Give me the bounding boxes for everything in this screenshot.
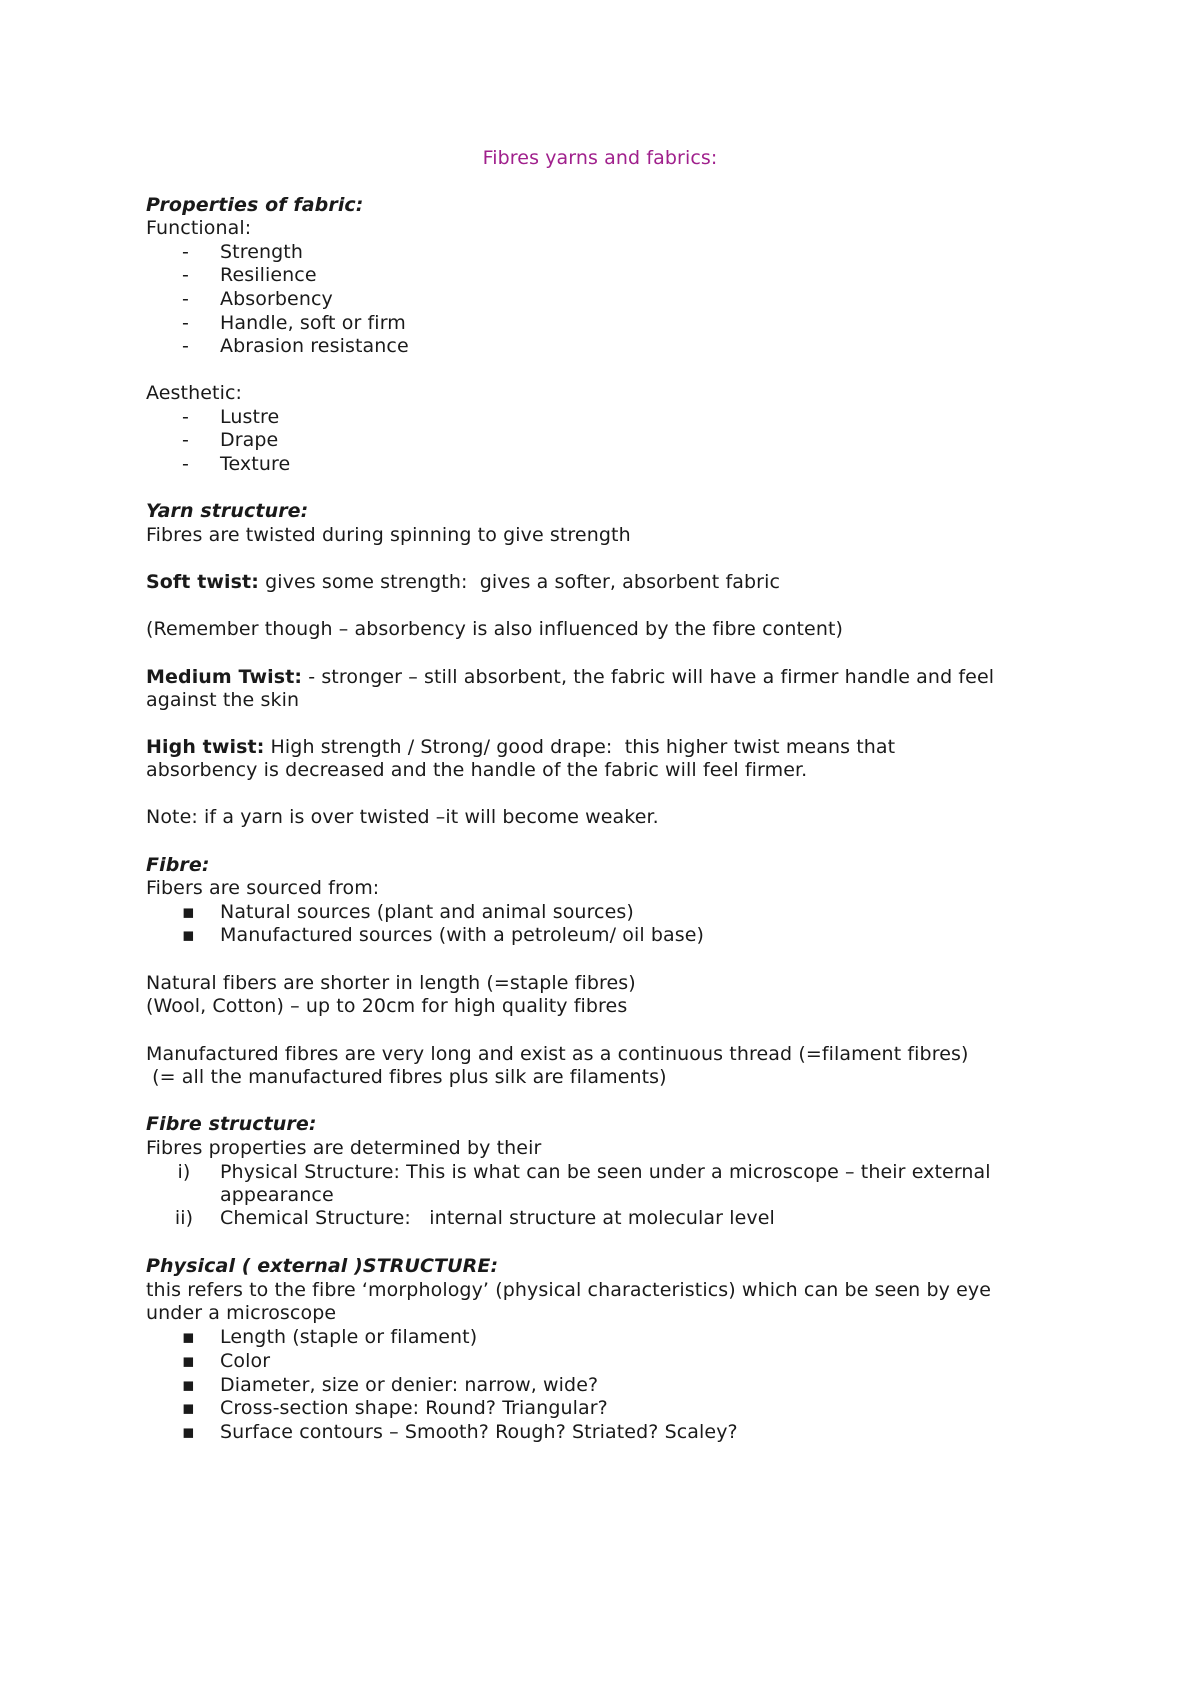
dash-marker: - [182, 335, 189, 357]
document-page: Fibres yarns and fabrics: Properties of fabric: Functional: - Strength - Resilience - Absorbency - Handle, soft or firm - Abrasion resistance Aesthetic: - Lustre - Drape - Texture Yarn structure: Fibres are twisted during spinning to give strength Soft twist: gives some strength: gives a softer, absorbent fabric (Remember though – absorbency is also influenced by the fibre content) Medium Twist: - stronger – still absorbent, the fabric will have a firmer handle and feel against the skin High twist: High strength / Strong/ good drape: this higher twist means that absorbency is decreased and the handle of the fabric will feel firmer. Note: if a yarn is over twisted –it will become weaker. Fibre: Fibers are sourced from: ▪ Natural sources (plant and animal sources) ▪ Manufactured sources (with a petroleum/ oil base) Natural fibers are shorter in length (=staple fibres) (Wool, Cotton) – up to 20cm for high quality fibres Manufactured fibres are very long and exist as a continuous thread (=filament fibres) (= all the manufactured fibres plus silk are filaments) Fibre structure: Fibres properties are determined by their i) Physical Structure: This is what can be seen under a microscope – their external appearance ii) Chemical Structure: internal structure at molecular level Physical ( external )STRUCTURE: this refers to the fibre ‘morphology’ (physical characteristics) which can be seen by eye under a microscope ▪ Length (staple or filament) ▪ Color ▪ Diameter, size or denier: narrow, wide? ▪ Cross-section shape: Round? Triangular? ▪ Surface contours – Smooth? Rough? Striated? Scaley? [0, 0, 1200, 1696]
square-bullet-icon: ▪ [182, 1397, 195, 1419]
square-bullet-icon: ▪ [182, 1421, 195, 1443]
square-bullet-icon: ▪ [182, 1326, 195, 1348]
roman-numeral: ii) [174, 1207, 194, 1229]
square-bullet-icon: ▪ [182, 1374, 195, 1396]
dash-marker: - [182, 241, 189, 263]
square-bullet-icon: ▪ [182, 1350, 195, 1372]
dash-marker: - [182, 312, 189, 334]
properties-heading: Properties of fabric: [146, 194, 364, 216]
dash-marker: - [182, 453, 189, 475]
natural-fibers-line: Natural fibers are shorter in length (=staple fibres) [146, 972, 636, 994]
fibre-structure-intro: Fibres properties are determined by their [146, 1137, 542, 1159]
yarn-heading: Yarn structure: [146, 500, 309, 522]
dash-marker: - [182, 406, 189, 428]
physical-intro: this refers to the fibre ‘morphology’ (physical characteristics) which can be seen by eye [146, 1279, 992, 1301]
high-twist-paragraph: High twist: High strength / Strong/ good drape: this higher twist means that [146, 736, 896, 758]
dash-marker: - [182, 429, 189, 451]
aesthetic-label: Aesthetic: [146, 382, 243, 404]
yarn-intro: Fibres are twisted during spinning to give strength [146, 524, 631, 546]
physical-structure-heading: Physical ( external )STRUCTURE: [146, 1255, 499, 1277]
square-bullet-icon: ▪ [182, 924, 195, 946]
high-twist-continuation: absorbency is decreased and the handle of the fabric will feel firmer. [146, 759, 808, 781]
medium-twist-continuation: against the skin [146, 689, 300, 711]
high-twist-label: High twist: [146, 736, 265, 758]
manufactured-fibres-line: (= all the manufactured fibres plus silk are filaments) [146, 1066, 667, 1088]
medium-twist-label: Medium Twist: [146, 666, 303, 688]
dash-marker: - [182, 288, 189, 310]
roman-numeral: i) [177, 1161, 191, 1183]
note-paragraph: Note: if a yarn is over twisted –it will become weaker. [146, 806, 659, 828]
soft-twist-paragraph: Soft twist: gives some strength: gives a softer, absorbent fabric [146, 571, 781, 593]
natural-fibers-line: (Wool, Cotton) – up to 20cm for high quality fibres [146, 995, 628, 1017]
soft-twist-label: Soft twist: [146, 571, 259, 593]
manufactured-fibres-line: Manufactured fibres are very long and exist as a continuous thread (=filament fibres) [146, 1043, 969, 1065]
fibre-structure-heading: Fibre structure: [146, 1113, 317, 1135]
functional-label: Functional: [146, 217, 252, 239]
document-title: Fibres yarns and fabrics: [482, 147, 718, 169]
dash-marker: - [182, 264, 189, 286]
medium-twist-paragraph: Medium Twist: - stronger – still absorbent, the fabric will have a firmer handle and feel [146, 666, 995, 688]
physical-intro-continuation: under a microscope [146, 1302, 337, 1324]
square-bullet-icon: ▪ [182, 901, 195, 923]
fibre-heading: Fibre: [146, 854, 210, 876]
remember-paragraph: (Remember though – absorbency is also influenced by the fibre content) [146, 618, 844, 640]
fibre-intro: Fibers are sourced from: [146, 877, 380, 899]
